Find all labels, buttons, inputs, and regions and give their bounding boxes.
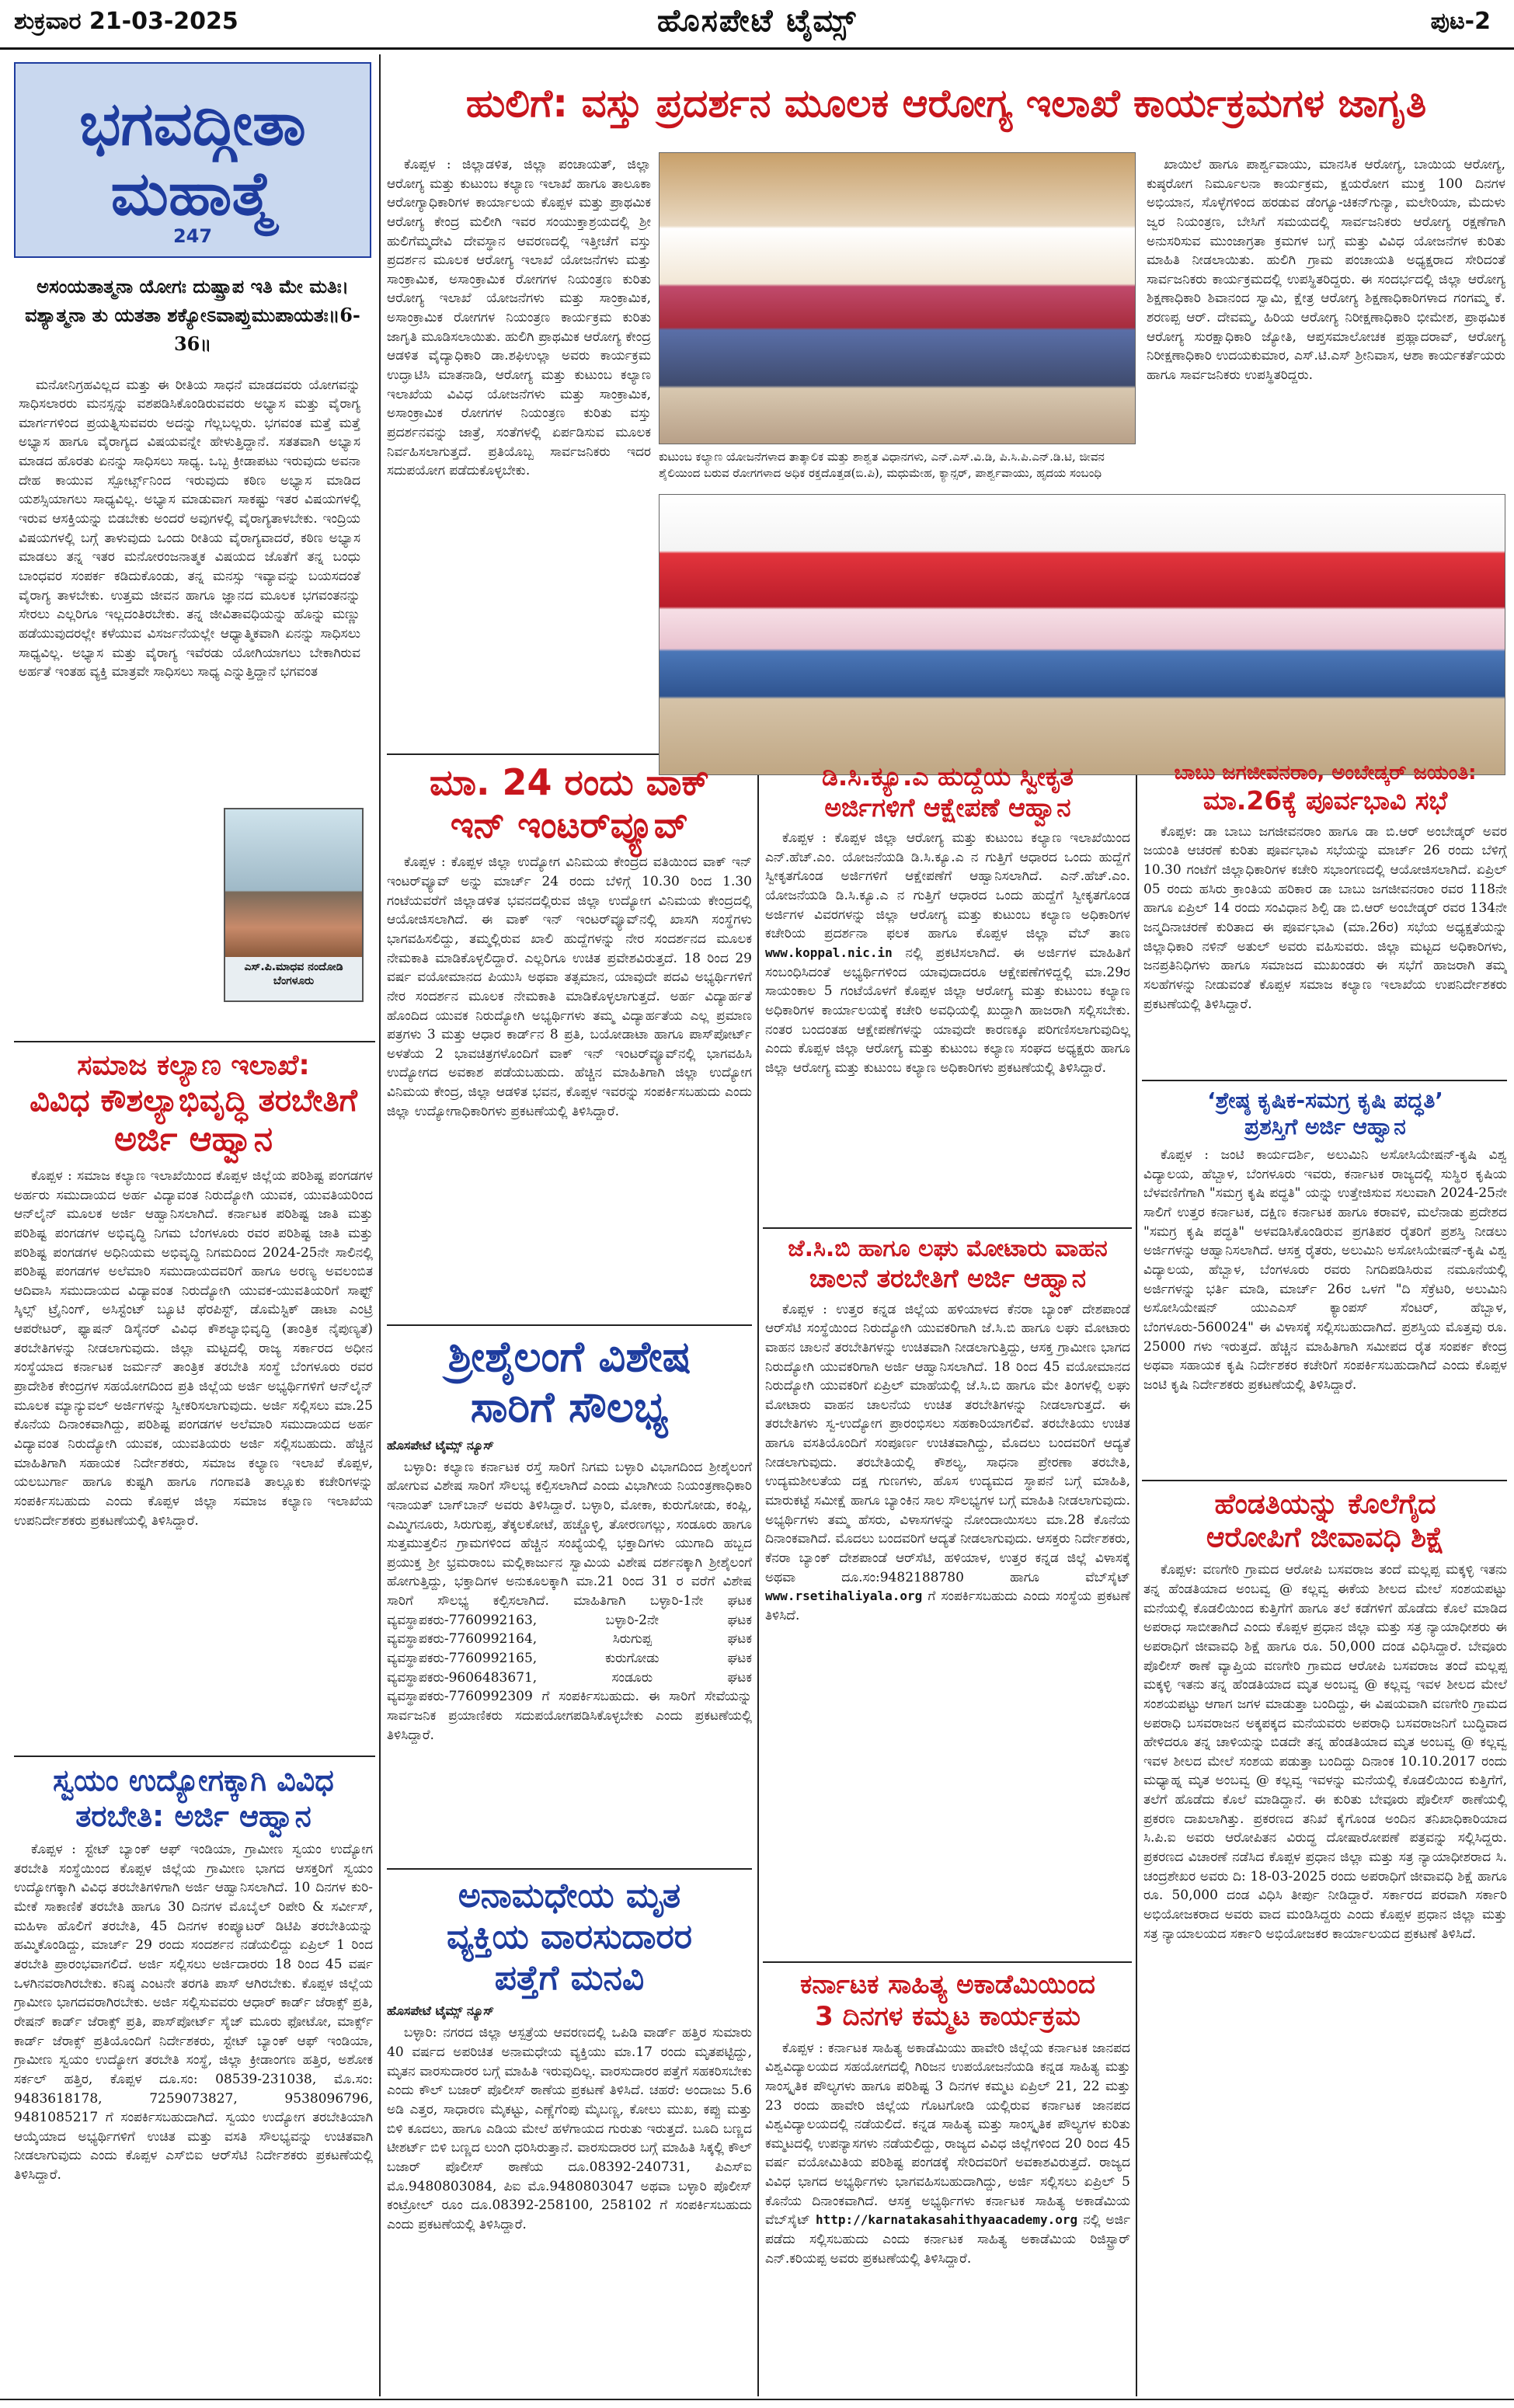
krishi-article [1143,1087,1507,1476]
swayam-title1: ಸ್ವಯಂ ಉದ್ಯೋಗಕ್ಕಾಗಿ ವಿವಿಧ [53,1763,334,1797]
sahitya-title1: ಕರ್ನಾಟಕ ಸಾಹಿತ್ಯ ಅಕಾಡೆಮಿಯಿಂದ [800,1969,1095,2000]
jcb-body-text: ಕೊಪ್ಪಳ : ಉತ್ತರ ಕನ್ನಡ ಜಿಲ್ಲೆಯ ಹಳಿಯಾಳದ ಕೆನರಾ ಬ್ಯಾಂಕ್ ದೇಶಪಾಂಡೆ ಆರ್‌ಸೆಟಿ ಸಂಸ್ಥೆಯಿಂದ ನಿರುದ್ಯೋಗಿ ಯುವಕರಿಗಾಗಿ ಜೆ.ಸಿ.ಬಿ ಹಾಗೂ ಲಘು ಮೋಟಾರು ವಾಹನ ಚಾಲನೆ ತರಬೇತಿಗಳನ್ನು ಉಚಿತವಾಗಿ ನೀಡಲಾಗುತ್ತಿದ್ದು, ಆಸಕ್ತ ಗ್ರಾಮೀಣ ಭಾಗದ ನಿರುದ್ಯೋಗಿ ಯುವಕರಿಗಾಗಿ ಅರ್ಜಿ ಆಹ್ವಾನಿಸಲಾಗಿದೆ. 18 ರಿಂದ 45 ವಯೋಮಾನದ ನಿರುದ್ಯೋಗಿ ಯುವಕರಿಗೆ ಏಪ್ರಿಲ್ ಮಾಹೆಯಲ್ಲಿ ಜೆ.ಸಿ.ಬಿ ಹಾಗೂ ಮೇ ತಿಂಗಳಲ್ಲಿ ಲಘು ಮೋಟಾರು ವಾಹನ ಚಾಲನೆಯ ಉಚಿತ ತರಬೇತಿಗಳನ್ನು ನೀಡಲಾಗುತ್ತದೆ. ಈ ತರಬೇತಿಗಳು ಸ್ವ-ಉದ್ಯೋಗ ಪ್ರಾರಂಭಿಸಲು ಸಹಕಾರಿಯಾಗಲಿವೆ. ತರಬೇತಿಯು ಉಚಿತ ಹಾಗೂ ವಸತಿಯೊಂದಿಗೆ ಸಂಪೂರ್ಣ ಉಚಿತವಾಗಿದ್ದು, ಮೊದಲು ಬಂದವರಿಗೆ ಆದ್ಯತೆ ನೀಡಲಾಗುವುದು. ತರಬೇತಿಯಲ್ಲಿ ಕೌಶಲ್ಯ, ಸಾಧನಾ ಪ್ರೇರಣಾ ತರಬೇತಿ, ಉದ್ಯಮಶೀಲತೆಯ ದಕ್ಷ ಗುಣಗಳು, ಹೊಸ ಉದ್ಯಮದ ಸ್ಥಾಪನೆ ಬಗ್ಗೆ ಮಾಹಿತಿ, ಮಾರುಕಟ್ಟೆ ಸಮೀಕ್ಷೆ ಹಾಗೂ ಬ್ಯಾಂಕಿನ ಸಾಲ ಸೌಲಭ್ಯಗಳ ಬಗ್ಗೆ ಮಾಹಿತಿ ನೀಡಲಾಗುವುದು. ಅಭ್ಯರ್ಥಿಗಳು ತಮ್ಮ ಹೆಸರು, ವಿಳಾಸಗಳನ್ನು ನೋಂದಾಯಿಸಲು ಮಾ.28 ಕೊನೆಯ ದಿನಾಂಕವಾಗಿದೆ. ಮೊದಲು ಬಂದವರಿಗೆ ಆದ್ಯತೆ ನೀಡಲಾಗುವುದು. ಆಸಕ್ತರು ನಿರ್ದೇಶಕರು, ಕೆನರಾ ಬ್ಯಾಂಕ್ ದೇಶಪಾಂಡೆ ಆರ್‌ಸೆಟಿ, ಹಳಿಯಾಳ, ಉತ್ತರ ಕನ್ನಡ ಜಿಲ್ಲೆ ವಿಳಾಸಕ್ಕೆ ಅಥವಾ ದೂ.ಸಂ:9482188780 ಹಾಗೂ ವೆಬ್‌ಸೈಟ್ [765,1301,1130,1585]
babu-body-text: ಕೊಪ್ಪಳ: ಡಾ ಬಾಬು ಜಗಜೀವನರಾಂ ಹಾಗೂ ಡಾ ಬಿ.ಆರ್ ಅಂಬೇಡ್ಕರ್ ಅವರ ಜಯಂತಿ ಆಚರಣೆ ಕುರಿತು ಪೂರ್ವಭಾವಿ ಸಭೆಯನ್ನು ಮಾರ್ಚ್ 26 ರಂದು ಬೆಳಿಗ್ಗೆ 10.30 ಗಂಟೆಗೆ ಜಿಲ್ಲಾಧಿಕಾರಿಗಳ ಕಚೇರಿ ಸಭಾಂಗಣದಲ್ಲಿ ಆಯೋಜಿಸಲಾಗಿದೆ. ಏಪ್ರಿಲ್ 05 ರಂದು ಹಸಿರು ಕ್ರಾಂತಿಯ ಹರಿಕಾರ ಡಾ ಬಾಬು ಜಗಜೀವನರಾಂ ರವರ 118ನೇ ಹಾಗೂ ಏಪ್ರಿಲ್ 14 ರಂದು ಸಂವಿಧಾನ ಶಿಲ್ಪಿ ಡಾ ಬಿ.ಆರ್ ಅಂಬೇಡ್ಕರ್ ರವರ 134ನೇ ಜನ್ಮದಿನಾಚರಣೆ ಕುರಿತಾದ ಈ ಪೂರ್ವಭಾವಿ (ಮಾ.26ರ) ಸಭೆಯ ಅಧ್ಯಕ್ಷತೆಯನ್ನು ಜಿಲ್ಲಾಧಿಕಾರಿ ನಳಿನ್ ಅತುಲ್ ಅವರು ವಹಿಸುವರು. ಜಿಲ್ಲಾ ಮಟ್ಟದ ಅಧಿಕಾರಿಗಳು, ಜನಪ್ರತಿನಿಧಿಗಳು ಹಾಗೂ ಸಮಾಜದ ಮುಖಂಡರು ಈ ಸಭೆಗೆ ಹಾಜರಾಗಿ ತಮ್ಮ ಸಲಹೆಗಳನ್ನು ನೀಡುವಂತೆ ಕೊಪ್ಪಳ ಸಮಾಜ ಕಲ್ಯಾಣ ಇಲಾಖೆಯ ಉಪನಿರ್ದೇಶಕರು ಪ್ರಕಟಣೆಯಲ್ಲಿ ತಿಳಿಸಿದ್ದಾರೆ. [1143,823,1507,1012]
walkin-title1: ಮಾ. 24 ರಂದು ವಾಕ್ [430,761,709,803]
section-rule [387,1324,752,1326]
dcqa-title1: ಡಿ.ಸಿ.ಕ್ಯೂ.ಎ ಹುದ್ದೆಯ ಸ್ವೀಕೃತ [821,761,1074,792]
srisailam-byline: ಹೊಸಪೇಟೆ ಟೈಮ್ಸ್ ನ್ಯೂಸ್ [387,1437,494,1453]
dcqa-website[interactable]: www.koppal.nic.in [765,945,893,961]
anamadheya-title2: ವ್ಯಕ್ತಿಯ ವಾರಸುದಾರರ [446,1916,692,1957]
hendati-body-text: ಕೊಪ್ಪಳ: ವಣಗೇರಿ ಗ್ರಾಮದ ಆರೋಪಿ ಬಸವರಾಜ ತಂದೆ ಮಲ್ಲಪ್ಪ ಮಕ್ಕಳ್ಳಿ ಇತನು ತನ್ನ ಹೆಂಡತಿಯಾದ ಅಂಬವ್ವ @ ಕಲ್ಲವ್ವ ಈಕೆಯ ಶೀಲದ ಮೇಲೆ ಸಂಶಯಪಟ್ಟು ಮನೆಯಲ್ಲಿ ಕೊಡಲಿಯಿಂದ ಕುತ್ತಿಗೆಗೆ ಹಾಗೂ ತಲೆ ಕಡೆಗಳಿಗೆ ಹೊಡೆದು ಕೊಲೆ ಮಾಡಿದ ಅಪರಾಧ ಸಾಬೀತಾಗಿದೆ ಎಂದು ಕೊಪ್ಪಳ ಪ್ರಧಾನ ಜಿಲ್ಲಾ ಮತ್ತು ಸತ್ರ ನ್ಯಾಯಾಧೀಶರು ಈ ಅಪರಾಧಿಗೆ ಜೀವಾವಧಿ ಶಿಕ್ಷೆ ಹಾಗೂ ರೂ. 50,000 ದಂಡ ವಿಧಿಸಿದ್ದಾರೆ. ಬೇವೂರು ಪೊಲೀಸ್ ಠಾಣೆ ವ್ಯಾಪ್ತಿಯ ವಣಗೇರಿ ಗ್ರಾಮದ ಆರೋಪಿ ಬಸವರಾಜ ತಂದೆ ಮಲ್ಲಪ್ಪ ಮಕ್ಕಳ್ಳಿ ಇತನು ತನ್ನ ಹೆಂಡತಿಯಾದ ಮೃತ ಅಂಬವ್ವ @ ಕಲ್ಲವ್ವ ಇವಳ ಶೀಲದ ಮೇಲೆ ಸಂಶಯಪಟ್ಟು ಆಗಾಗ ಜಗಳ ಮಾಡುತ್ತಾ ಬಂದಿದ್ದು, ಈ ವಿಷಯವಾಗಿ ವಣಗೇರಿ ಗ್ರಾಮದ ಅಪರಾಧಿ ಬಸವರಾಜನ ಅಕ್ಕಪಕ್ಕದ ಮನೆಯವರು ಅಪರಾಧಿ ಬಸವರಾಜನಿಗೆ ಬುದ್ಧಿವಾದ ಹೇಳಿದರೂ ತನ್ನ ಚಾಳಿಯನ್ನು ಬಿಡದೇ ತನ್ನ ಹೆಂಡತಿಯಾದ ಮೃತ ಅಂಬವ್ವ @ ಕಲ್ಲವ್ವ ಇವಳ ಶೀಲದ ಮೇಲೆ ಸಂಶಯ ಪಡುತ್ತಾ ಬಂದಿದ್ದು ದಿನಾಂಕ 10.10.2017 ರಂದು ಮಧ್ಯಾಹ್ನ ಮೃತ ಅಂಬವ್ವ @ ಕಲ್ಲವ್ವ ಇವಳನ್ನು ಮನೆಯಲ್ಲಿ ಕೊಡಲಿಯಿಂದ ಕುತ್ತಿಗೆಗೆ, ತಲೆಗೆ ಹೊಡೆದು ಕೊಲೆ ಮಾಡಿದ್ದಾನೆ. ಈ ಕುರಿತು ಬೇವೂರು ಪೊಲೀಸ್ ಠಾಣೆಯಲ್ಲಿ ಪ್ರಕರಣ ದಾಖಲಾಗಿತ್ತು. ಪ್ರಕರಣದ ತನಿಖೆ ಕೈಗೊಂಡ ಅಂದಿನ ತನಿಖಾಧಿಕಾರಿಯಾದ ಸಿ.ಪಿ.ಐ ಅವರು ಆರೋಪಿತನ ವಿರುದ್ಧ ದೋಷಾರೋಪಣೆ ಪತ್ರವನ್ನು ಸಲ್ಲಿಸಿದ್ದರು. ಪ್ರಕರಣದ ವಿಚಾರಣೆ ನಡೆಸಿದ ಕೊಪ್ಪಳ ಪ್ರಧಾನ ಜಿಲ್ಲಾ ಮತ್ತು ಸತ್ರ ನ್ಯಾಯಾಧೀಶರಾದ ಸಿ. ಚಂದ್ರಶೇಖರ ಅವರು ದಿ: 18-03-2025 ರಂದು ಅಪರಾಧಿಗೆ ಜೀವಾವಧಿ ಶಿಕ್ಷೆ ಹಾಗೂ ರೂ. 50,000 ದಂಡ ವಿಧಿಸಿ ತೀರ್ಪು ನೀಡಿದ್ದಾರೆ. ಸರ್ಕಾರದ ಪರವಾಗಿ ಸರ್ಕಾರಿ ಅಭಿಯೋಜಕರಾದ ಅವರು ವಾದ ಮಂಡಿಸಿದ್ದರು ಎಂದು ಕೊಪ್ಪಳ ಪ್ರಧಾನ ಜಿಲ್ಲಾ ಮತ್ತು ಸತ್ರ ನ್ಯಾಯಾಲಯದ ಸರ್ಕಾರಿ ಅಭಿಯೋಜಕರ ಕಾರ್ಯಾಲಯದ ಪ್ರಕಟಣೆ ತಿಳಿಸಿದೆ. [1143,1562,1507,1942]
samaja-title3: ಅರ್ಜಿ ಆಹ್ವಾನ [113,1119,273,1160]
gita-title-line2: ಮಹಾತ್ಮೆ [110,159,275,229]
dcqa-body-text: ಕೊಪ್ಪಳ : ಕೊಪ್ಪಳ ಜಿಲ್ಲಾ ಆರೋಗ್ಯ ಮತ್ತು ಕುಟುಂಬ ಕಲ್ಯಾಣ ಇಲಾಖೆಯಿಂದ ಎನ್.ಹೆಚ್.ಎಂ. ಯೋಜನೆಯಡಿ ಡಿ.ಸಿ.ಕ್ಯೂ.ಎ ನ ಗುತ್ತಿಗೆ ಆಧಾರದ ಒಂದು ಹುದ್ದೆಗೆ ಸ್ವೀಕೃತಗೊಂಡ ಅರ್ಜಿಗಳಿಗೆ ಆಕ್ಷೇಪಣೆಗೆ ಆಹ್ವಾನಿಸಲಾಗಿದೆ. ಎನ್.ಹೆಚ್.ಎಂ. ಯೋಜನೆಯಡಿ ಡಿ.ಸಿ.ಕ್ಯೂ.ಎ ನ ಗುತ್ತಿಗೆ ಆಧಾರದ ಒಂದು ಹುದ್ದೆಗೆ ಸ್ವೀಕೃತಗೊಂಡ ಅರ್ಜಿಗಳ ವಿವರಗಳನ್ನು ಜಿಲ್ಲಾ ಆರೋಗ್ಯ ಮತ್ತು ಕುಟುಂಬ ಕಲ್ಯಾಣ ಅಧಿಕಾರಿಗಳ ಕಚೇರಿಯ ಪ್ರದರ್ಶನಾ ಫಲಕ ಹಾಗೂ ಕೊಪ್ಪಳ ಜಿಲ್ಲಾ ವೆಬ್ ತಾಣ [765,830,1130,942]
masthead [0,0,1514,50]
author-city: ಬೆಂಗಳೂರು [273,975,315,988]
gita-sloka: ಅಸಂಯತಾತ್ಮನಾ ಯೋಗಃ ದುಷ್ಪ್ರಾಪ ಇತಿ ಮೇ ಮತಿಃ। ವಶ್ಯಾತ್ಮನಾ ತು ಯತತಾ ಶಕ್ಯೋಽವಾಪ್ತುಮುಪಾಯತಃ॥6-36॥ [25,275,360,356]
samaja-title2: ವಿವಿಧ ಕೌಶಲ್ಯಾಭಿವೃದ್ಧಿ ತರಬೇತಿಗೆ [30,1083,357,1119]
author-name: ಎಸ್.ಪಿ.ಮಾಧವ ನಂದೋಡಿ [244,961,343,973]
anamadheya-title3: ಪತ್ತೆಗೆ ಮನವಿ [494,1957,645,1998]
footer-rule [0,2399,1514,2400]
hendati-title2: ಆರೋಪಿಗೆ ಜೀವಾವಧಿ ಶಿಕ್ಷೆ [1206,1522,1445,1554]
sahitya-website[interactable]: http://karnatakasahithyaacademy.org [815,2212,1078,2228]
srisailam-body [387,1458,752,1745]
walkin-body-text: ಕೊಪ್ಪಳ : ಕೊಪ್ಪಳ ಜಿಲ್ಲಾ ಉದ್ಯೋಗ ವಿನಿಮಯ ಕೇಂದ್ರದ ವತಿಯಿಂದ ವಾಕ್ ಇನ್ ಇಂಟರ್‌ವ್ಯೂವ್ ಅನ್ನು ಮಾರ್ಚ್ 24 ರಂದು ಬೆಳಿಗ್ಗೆ 10.30 ರಿಂದ 1.30 ಗಂಟೆಯವರೆಗೆ ಜಿಲ್ಲಾಡಳಿತ ಭವನದಲ್ಲಿರುವ ಜಿಲ್ಲಾ ಉದ್ಯೋಗ ವಿನಿಮಯ ಕೇಂದ್ರದಲ್ಲಿ ಆಯೋಜಿಸಲಾಗಿದೆ. ಈ ವಾಕ್ ಇನ್ ಇಂಟರ್‌ವ್ಯೂವ್‌ನಲ್ಲಿ ಖಾಸಗಿ ಸಂಸ್ಥೆಗಳು ಭಾಗವಹಿಸಲಿದ್ದು, ತಮ್ಮಲ್ಲಿರುವ ಖಾಲಿ ಹುದ್ದೆಗಳನ್ನು ನೇರ ಸಂದರ್ಶನದ ಮೂಲಕ ನೇಮಕಾತಿ ಮಾಡಿಕೊಳ್ಳಲಿದ್ದಾರೆ. ಎಲ್ಲರಿಗೂ ಉಚಿತ ಪ್ರವೇಶವಿರುತ್ತದೆ. 18 ರಿಂದ 29 ವರ್ಷ ವಯೋಮಾನದ ಪಿಯುಸಿ ಅಥವಾ ತತ್ಸಮಾನ, ಯಾವುದೇ ಪದವಿ ಅಭ್ಯರ್ಥಿಗಳಿಗೆ ನೇರ ಸಂದರ್ಶನ ಮೂಲಕ ನೇಮಕಾತಿ ಮಾಡಿಕೊಳ್ಳಲಾಗುತ್ತದೆ. ಅರ್ಹ ವಿದ್ಯಾರ್ಹತೆ ಹೊಂದಿದ ಯುವಕ ನಿರುದ್ಯೋಗಿ ಅಭ್ಯರ್ಥಿಗಳು ತಮ್ಮ ವಿದ್ಯಾರ್ಹತೆಯ ಎಲ್ಲ ಪ್ರಮಾಣ ಪತ್ರಗಳು 3 ಮತ್ತು ಆಧಾರ ಕಾರ್ಡ್‌ನ 8 ಪ್ರತಿ, ಬಯೋಡಾಟಾ ಹಾಗೂ ಪಾಸ್‌ಪೋರ್ಟ್ ಅಳತೆಯ 2 ಭಾವಚಿತ್ರಗಳೊಂದಿಗೆ ವಾಕ್ ಇನ್ ಇಂಟರ್‌ವ್ಯೂವ್‌ನಲ್ಲಿ ಭಾಗವಹಿಸಿ ಉದ್ಯೋಗದ ಅವಕಾಶ ಪಡೆಯಬಹುದು. ಹೆಚ್ಚಿನ ಮಾಹಿತಿಗಾಗಿ ಜಿಲ್ಲಾ ಉದ್ಯೋಗ ವಿನಿಮಯ ಕೇಂದ್ರ, ಜಿಲ್ಲಾ ಆಡಳಿತ ಭವನ, ಕೊಪ್ಪಳ ಇವರನ್ನು ಸಂಪರ್ಕಿಸಬಹುದು ಎಂದು ಜಿಲ್ಲಾ ಉದ್ಯೋಗಾಧಿಕಾರಿಗಳು ಪ್ರಕಟಣೆಯಲ್ಲಿ ತಿಳಿಸಿದ್ದಾರೆ. [387,854,752,1119]
jcb-article [765,1235,1130,1957]
babu-body [1143,823,1507,1014]
lead-col1 [387,155,651,750]
srisailam-title1: ಶ್ರೀಶೈಲಂಗೆ ವಿಶೇಷ [447,1332,691,1381]
hendati-body [1143,1561,1507,1943]
jcb-title2: ಚಾಲನೆ ತರಬೇತಿಗೆ ಅರ್ಜಿ ಆಹ್ವಾನ [809,1263,1087,1293]
lead-col3 [1147,155,1505,489]
dcqa-body-text2: ನಲ್ಲಿ ಪ್ರಕಟಿಸಲಾಗಿದೆ. ಈ ಅರ್ಜಿಗಳ ಮಾಹಿತಿಗೆ ಸಂಬಂಧಿಸಿದಂತೆ ಅಭ್ಯರ್ಥಿಗಳಿಂದ ಯಾವುದಾದರೂ ಆಕ್ಷೇಪಣೆಗಳಿದ್ದಲ್ಲಿ ಮಾ.29ರ ಸಾಯಂಕಾಲ 5 ಗಂಟೆಯೊಳಗೆ ಕೊಪ್ಪಳ ಜಿಲ್ಲಾ ಆರೋಗ್ಯ ಮತ್ತು ಕುಟುಂಬ ಕಲ್ಯಾಣ ಅಧಿಕಾರಿಗಳ ಕಾರ್ಯಾಲಯಕ್ಕೆ ಕಚೇರಿ ಅವಧಿಯಲ್ಲಿ ಖುದ್ದಾಗಿ ಹಾಜರಾಗಿ ಸಲ್ಲಿಸಬೇಕು. ನಂತರ ಬಂದಂತಹ ಆಕ್ಷೇಪಣೆಗಳನ್ನು ಯಾವುದೇ ಕಾರಣಕ್ಕೂ ಪರಿಗಣಿಸಲಾಗುವುದಿಲ್ಲ ಎಂದು ಕೊಪ್ಪಳ ಜಿಲ್ಲಾ ಆರೋಗ್ಯ ಮತ್ತು ಕುಟುಂಬ ಕಲ್ಯಾಣ ಸಂಘದ ಅಧ್ಯಕ್ಷರು ಹಾಗೂ ಜಿಲ್ಲಾ ಆರೋಗ್ಯ ಮತ್ತು ಕುಟುಂಬ ಕಲ್ಯಾಣ ಅಧಿಕಾರಿಗಳು ಪ್ರಕಟಣೆಯಲ್ಲಿ ತಿಳಿಸಿದ್ದಾರೆ. [765,945,1130,1076]
sahitya-body [765,2039,1130,2269]
srisailam-body-text: ಬಳ್ಳಾರಿ: ಕಲ್ಯಾಣ ಕರ್ನಾಟಕ ರಸ್ತೆ ಸಾರಿಗೆ ನಿಗಮ ಬಳ್ಳಾರಿ ವಿಭಾಗದಿಂದ ಶ್ರೀಶೈಲಂಗೆ ಹೋಗುವ ವಿಶೇಷ ಸಾರಿಗೆ ಸೌಲಭ್ಯ ಕಲ್ಪಿಸಲಾಗಿದೆ ಎಂದು ವಿಭಾಗೀಯ ನಿಯಂತ್ರಣಾಧಿಕಾರಿ ಇನಾಯತ್ ಬಾಗ್‌ಬಾನ್ ಅವರು ತಿಳಿಸಿದ್ದಾರೆ. ಬಳ್ಳಾರಿ, ಮೋಕಾ, ಕುರುಗೋಡು, ಕಂಪ್ಲಿ, ಎಮ್ಮಿಗನೂರು, ಸಿರುಗುಪ್ಪ, ತೆಕ್ಕಲಕೋಟೆ, ಹಚ್ಚೊಳ್ಳಿ, ತೋರಣಗಲ್ಲು, ಸಂಡೂರು ಹಾಗೂ ಸುತ್ತಮುತ್ತಲಿನ ಗ್ರಾಮಗಳಿಂದ ಹೆಚ್ಚಿನ ಸಂಖ್ಯೆಯಲ್ಲಿ ಭಕ್ತಾದಿಗಳು ಯುಗಾದಿ ಹಬ್ಬದ ಪ್ರಯುಕ್ತ ಶ್ರೀ ಭ್ರಮರಾಂಬ ಮಲ್ಲಿಕಾರ್ಜುನ ಸ್ವಾಮಿಯ ವಿಶೇಷ ದರ್ಶನಕ್ಕಾಗಿ ಶ್ರೀಶೈಲಂಗೆ ಹೋಗುತ್ತಿದ್ದು, ಭಕ್ತಾದಿಗಳ ಅನುಕೂಲಕ್ಕಾಗಿ ಮಾ.21 ರಿಂದ 31 ರ ವರೆಗೆ ವಿಶೇಷ ಸಾರಿಗೆ ಸೌಲಭ್ಯ ಕಲ್ಪಿಸಲಾಗಿದೆ. ಮಾಹಿತಿಗಾಗಿ ಬಳ್ಳಾರಿ-1ನೇ ಘಟಕ ವ್ಯವಸ್ಥಾಪಕರು-7760992163, ಬಳ್ಳಾರಿ-2ನೇ ಘಟಕ ವ್ಯವಸ್ಥಾಪಕರು-7760992164, ಸಿರುಗುಪ್ಪ ಘಟಕ ವ್ಯವಸ್ಥಾಪಕರು-7760992165, ಕುರುಗೋಡು ಘಟಕ ವ್ಯವಸ್ಥಾಪಕರು-9606483671, ಸಂಡೂರು ಘಟಕ ವ್ಯವಸ್ಥಾಪಕರು-7760992309 ಗೆ ಸಂಪರ್ಕಿಸಬಹುದು. ಈ ಸಾರಿಗೆ ಸೇವೆಯನ್ನು ಸಾರ್ವಜನಿಕ ಪ್ರಯಾಣಿಕರು ಸದುಪಯೋಗಪಡಿಸಿಕೊಳ್ಳಬೇಕು ಎಂದು ಪ್ರಕಟಣೆಯಲ್ಲಿ ತಿಳಿಸಿದ್ದಾರೆ. [387,1459,752,1743]
gita-number: 247 [172,225,213,247]
section-rule [387,1868,752,1870]
hendati-title1: ಹೆಂಡತಿಯನ್ನು ಕೊಲೆಗೈದ [1214,1488,1436,1520]
swayam-title2: ತರಬೇತಿ: ಅರ್ಜಿ ಆಹ್ವಾನ [75,1798,312,1833]
section-rule [14,1756,375,1757]
anamadheya-byline: ಹೊಸಪೇಟೆ ಟೈಮ್ಸ್ ನ್ಯೂಸ್ [387,2003,494,2019]
sahitya-title2: 3 ದಿನಗಳ ಕಮ್ಮಟ ಕಾರ್ಯಕ್ರಮ [815,2000,1081,2032]
walkin-title2: ಇನ್ ಇಂಟರ್‌ವ್ಯೂವ್ [450,804,689,847]
gita-body-text: ಮನೋನಿಗ್ರಹವಿಲ್ಲದ ಮತ್ತು ಈ ರೀತಿಯ ಸಾಧನೆ ಮಾಡದವರು ಯೋಗವನ್ನು ಸಾಧಿಸಲಾರರು ಮನಸ್ಸನ್ನು ವಶಪಡಿಸಿಕೊಂಡಿರುವವರು ಅಭ್ಯಾಸ ಮತ್ತು ವೈರಾಗ್ಯ ಮಾರ್ಗಗಳಿಂದ ಪ್ರಯತ್ನಿಸುವವರು ಅದನ್ನು ಗೆಲ್ಲಬಲ್ಲರು. ಭಗವಂತ ಮತ್ತೆ ಮತ್ತೆ ಅಭ್ಯಾಸ ಹಾಗೂ ವೈರಾಗ್ಯದ ವಿಷಯವನ್ನೇ ಹೇಳುತ್ತಿದ್ದಾನೆ. ಸತತವಾಗಿ ಅಭ್ಯಾಸ ಮಾಡದ ಹೊರತು ಏನನ್ನು ಸಾಧಿಸಲು ಸಾಧ್ಯ. ಒಬ್ಬ ಕ್ರೀಡಾಪಟು ಇರುವುದು ಅವನಾ ದೇಹ ಕಾಯುವ ಸ್ಪೋರ್ಟ್ಸ್‌ನಿಂದ ಇರುವುದು ಕಠಿಣ ಅಭ್ಯಾಸ ಮಾಡಿದ ಯಶಸ್ಸಿಯಾಗಲು ಸಾಧ್ಯವಿಲ್ಲ. ಅಭ್ಯಾಸ ಮಾಡುವಾಗ ಸಾಕಷ್ಟು ಇತರ ವಿಷಯಗಳಲ್ಲಿ ಇರುವ ಆಸಕ್ತಿಯನ್ನು ಬಿಡಬೇಕು ಅಂದರೆ ಅವುಗಳಲ್ಲಿ ವೈರಾಗ್ಯತಾಳಬೇಕು. ಇಂದ್ರಿಯ ವಿಷಯಗಳಲ್ಲಿ ಬಗ್ಗೆ ತಾಳುವುದು ಒಂದು ರೀತಿಯ ವೈರಾಗ್ಯವಾದರೆ, ಕಠಿಣ ಅಭ್ಯಾಸ ಮಾಡಲು ತನ್ನ ಇತರ ಮನೋರಂಜನಾತ್ಮಕ ವಿಷಯದ ಜೊತೆಗೆ ತನ್ನ ಬಂಧು ಬಾಂಧವರ ಸಂಪರ್ಕ ಕಡಿದುಕೊಂಡು, ತನ್ನ ಮನಸ್ಸು ಇವ್ಯಾವನ್ನು ಬಯಸದಂತೆ ವೈರಾಗ್ಯ ತಾಳಬೇಕು. ಉತ್ತಮ ಜೀವನ ಹಾಗೂ ಜ್ಞಾನದ ಮೂಲಕ ಭಗವಂತನನ್ನು ಸೇರಲು ಎಲ್ಲರಿಗೂ ಇಲ್ಲದಂತಿರಬೇಕು. ತನ್ನ ಜೀವಿತಾವಧಿಯನ್ನು ಹೊನ್ನು ಮಣ್ಣು ಹಡೆಯುವುದರಲ್ಲೇ ಕಳೆಯುವ ವಿಸರ್ಜನೆಯಲ್ಲೇ ಆಧ್ಯಾತ್ಮಿಕವಾಗಿ ಏನನ್ನು ಸಾಧಿಸಲು ಸಾಧ್ಯವಿಲ್ಲ. ಅಭ್ಯಾಸ ಮತ್ತು ವೈರಾಗ್ಯ ಇವೆರಡು ಯೋಗಿಯಾಗಲು ಬೇಕಾಗಿರುವ ಅರ್ಹತೆ ಇಂತಹ ವ್ಯಕ್ತಿ ಮಾತ್ರವೇ ಸಾಧಿಸಲು ಸಾಧ್ಯ ಎನ್ನುತ್ತಿದ್ದಾನೆ ಭಗವಂತ [19,377,360,680]
hendati-article [1143,1488,1507,2396]
swayam-body [14,1840,373,2185]
dcqa-body [765,829,1130,1077]
krishi-body-text: ಕೊಪ್ಪಳ : ಜಂಟಿ ಕಾರ್ಯದರ್ಶಿ, ಅಲುಮಿನಿ ಅಸೋಸಿಯೇಷನ್-ಕೃಷಿ ವಿಶ್ವ ವಿದ್ಯಾಲಯ, ಹೆಬ್ಬಾಳ, ಬೆಂಗಳೂರು ಇವರು, ಕರ್ನಾಟಕ ರಾಜ್ಯದಲ್ಲಿ ಸುಸ್ಥಿರ ಕೃಷಿಯ ಬೆಳವಣಿಗೆಗಾಗಿ "ಸಮಗ್ರ ಕೃಷಿ ಪದ್ಧತಿ" ಯನ್ನು ಉತ್ತೇಜಿಸುವ ಸಲುವಾಗಿ 2024-25ನೇ ಸಾಲಿಗೆ ಉತ್ತರ ಕರ್ನಾಟಕ, ದಕ್ಷಿಣ ಕರ್ನಾಟಕ ಹಾಗೂ ಕರಾವಳಿ, ಮಲೆನಾಡು ಪ್ರದೇಶದ "ಸಮಗ್ರ ಕೃಷಿ ಪದ್ಧತಿ" ಅಳವಡಿಸಿಕೊಂಡಿರುವ ಪ್ರಗತಿಪರ ರೈತರಿಗೆ ಪ್ರಶಸ್ತಿ ನೀಡಲು ಅರ್ಜಿಗಳನ್ನು ಆಹ್ವಾನಿಸಲಾಗಿದೆ. ಆಸಕ್ತ ರೈತರು, ಅಲುಮಿನಿ ಅಸೋಸಿಯೇಷನ್-ಕೃಷಿ ವಿಶ್ವ ವಿದ್ಯಾಲಯ, ಹೆಬ್ಬಾಳ, ಬೆಂಗಳೂರು ರವರು ನಿಗದಿಪಡಿಸಿರುವ ನಮೂನೆಯಲ್ಲಿ ಅರ್ಜಿಗಳನ್ನು ಭರ್ತಿ ಮಾಡಿ, ಮಾರ್ಚ್ 26ರ ಒಳಗೆ "ದಿ ಸೆಕ್ರೆಟರಿ, ಅಲುಮಿನಿ ಅಸೋಸಿಯೇಷನ್ ಯುಎಎಸ್ ಕ್ಯಾಂಪಸ್ ಸೆಂಟರ್, ಹೆಬ್ಬಾಳ, ಬೆಂಗಳೂರು-560024" ಈ ವಿಳಾಸಕ್ಕೆ ಸಲ್ಲಿಸಬಹುದಾಗಿದೆ. ಪ್ರಶಸ್ತಿಯ ಮೊತ್ತವು ರೂ. 25000 ಗಳು ಇರುತ್ತದೆ. ಹೆಚ್ಚಿನ ಮಾಹಿತಿಗಾಗಿ ಸಮೀಪದ ರೈತ ಸಂಪರ್ಕ ಕೇಂದ್ರ ಅಥವಾ ಸಹಾಯಕ ಕೃಷಿ ನಿರ್ದೇಶಕರ ಕಚೇರಿಗೆ ಸಂಪರ್ಕಿಸಬಹುದಾಗಿದೆ ಎಂದು ಕೊಪ್ಪಳ ಜಂಟಿ ಕೃಷಿ ನಿರ್ದೇಶಕರು ಪ್ರಕಟಣೆಯಲ್ಲಿ ತಿಳಿಸಿದ್ದಾರೆ. [1143,1147,1507,1393]
anamadheya-body [387,2023,752,2234]
sahitya-article [765,1969,1130,2396]
lead-photo-exhibition-stall [659,152,1136,444]
section-rule [1142,1480,1507,1481]
anamadheya-title1: ಅನಾಮಧೇಯ ಮೃತ [458,1876,681,1916]
author-portrait [225,809,362,957]
babu-article [1143,761,1507,1076]
sahitya-body-text2: ನಲ್ಲಿ ಅರ್ಜಿ ಪಡೆದು ಸಲ್ಲಿಸಬಹುದು ಎಂದು ಕರ್ನಾಟಕ ಸಾಹಿತ್ಯ ಅಕಾಡೆಮಿಯ ರಿಜಿಸ್ಟ್ರಾರ್ ಎನ್.ಕರಿಯಪ್ಪ ಅವರು ಪ್ರಕಟಣೆಯಲ್ಲಿ ತಿಳಿಸಿದ್ದಾರೆ. [765,2212,1130,2267]
anamadheya-article [387,1876,752,2396]
krishi-title2: ಪ್ರಶಸ್ತಿಗೆ ಅರ್ಜಿ ಆಹ್ವಾನ [1244,1113,1406,1140]
author-photo [224,808,364,1002]
page-number: ಪುಟ-2 [1430,8,1491,35]
dcqa-title2: ಅರ್ಜಿಗಳಿಗೆ ಆಕ್ಷೇಪಣೆ ಆಹ್ವಾನ [824,792,1071,823]
babu-title1: ಬಾಬು ಜಗಜೀವನರಾಂ, ಅಂಬೇಡ್ಕರ್ ಜಯಂತಿ: [1174,761,1477,785]
section-rule [763,1227,1132,1229]
newspaper-name: ಹೊಸಪೇಟೆ ಟೈಮ್ಸ್ [656,3,858,39]
srisailam-title2: ಸಾರಿಗೆ ಸೌಲಭ್ಯ [470,1382,669,1432]
dcqa-article [765,761,1130,1223]
lead-headline: ಹುಲಿಗೆ: ವಸ್ತು ಪ್ರದರ್ಶನ ಮೂಲಕ ಆರೋಗ್ಯ ಇಲಾಖೆ ಕಾರ್ಯಕ್ರಮಗಳ ಜಾಗೃತಿ [465,81,1427,126]
krishi-title1: ‘ಶ್ರೇಷ್ಠ ಕೃಷಿಕ-ಸಮಗ್ರ ಕೃಷಿ ಪದ್ಧತಿ’ [1207,1087,1443,1113]
author-caption [225,957,362,991]
section-rule [14,1041,375,1042]
lead-col1-text: ಕೊಪ್ಪಳ : ಜಿಲ್ಲಾಡಳಿತ, ಜಿಲ್ಲಾ ಪಂಚಾಯತ್, ಜಿಲ್ಲಾ ಆರೋಗ್ಯ ಮತ್ತು ಕುಟುಂಬ ಕಲ್ಯಾಣ ಇಲಾಖೆ ಹಾಗೂ ತಾಲೂಕಾ ಆರೋಗ್ಯಾಧಿಕಾರಿಗಳ ಕಾರ್ಯಾಲಯ ಕೊಪ್ಪಳ ಮತ್ತು ಪ್ರಾಥಮಿಕ ಆರೋಗ್ಯ ಕೇಂದ್ರ ಮಲೀಗಿ ಇವರ ಸಂಯುಕ್ತಾಶ್ರಯದಲ್ಲಿ ಶ್ರೀ ಹುಲಿಗೆಮ್ಮದೇವಿ ದೇವಸ್ಥಾನ ಆವರಣದಲ್ಲಿ ಇತ್ತೀಚೆಗೆ ವಸ್ತು ಪ್ರದರ್ಶನ ಮೂಲಕ ಆರೋಗ್ಯ ಇಲಾಖೆ ಯೋಜನೆಗಳು ಮತ್ತು ಸಾಂಕ್ರಾಮಿಕ, ಅಸಾಂಕ್ರಾಮಿಕ ರೋಗಗಳ ನಿಯಂತ್ರಣ ಕುರಿತು ಆರೋಗ್ಯ ಇಲಾಖೆ ಯೋಜನೆಗಳು ಮತ್ತು ಸಾಂಕ್ರಾಮಿಕ, ಅಸಾಂಕ್ರಾಮಿಕ ರೋಗಗಳ ನಿಯಂತ್ರಣ ಕಾರ್ಯಕ್ರಮ ಕುರಿತು ಜಾಗೃತಿ ಮೂಡಿಸಲಾಯಿತು. ಹುಲಿಗಿ ಪ್ರಾಥಮಿಕ ಆರೋಗ್ಯ ಕೇಂದ್ರ ಆಡಳಿತ ವೈದ್ಯಾಧಿಕಾರಿ ಡಾ.ಶಫಿಉಲ್ಲಾ ಅವರು ಕಾರ್ಯಕ್ರಮ ಉದ್ಘಾಟಿಸಿ ಮಾತನಾಡಿ, ಆರೋಗ್ಯ ಮತ್ತು ಕುಟುಂಬ ಕಲ್ಯಾಣ ಇಲಾಖೆಯ ವಿವಿಧ ಯೋಜನೆಗಳು ಮತ್ತು ಸಾಂಕ್ರಾಮಿಕ, ಅಸಾಂಕ್ರಾಮಿಕ ರೋಗಗಳ ನಿಯಂತ್ರಣ ಕುರಿತು ವಸ್ತು ಪ್ರದರ್ಶನವನ್ನು ಜಾತ್ರೆ, ಸಂತೆಗಳಲ್ಲಿ ಏರ್ಪಡಿಸುವ ಮೂಲಕ ನಿರ್ವಹಿಸಲಾಗುತ್ತದೆ. ಪ್ರತಿಯೊಬ್ಬ ಸಾರ್ವಜನಿಕರು ಇದರ ಸದುಪಯೋಗ ಪಡೆದುಕೊಳ್ಳಬೇಕು. [387,157,651,479]
jcb-title1: ಜೆ.ಸಿ.ಬಿ ಹಾಗೂ ಲಘು ಮೋಟಾರು ವಾಹನ [788,1235,1108,1262]
srisailam-article [387,1332,752,1864]
column-rule [757,757,759,2396]
walkin-article [387,761,752,1321]
jcb-body [765,1300,1130,1626]
gita-title-line1: ಭಗವದ್ಗೀತಾ [79,89,306,160]
section-rule [1142,1080,1507,1081]
samaja-body-text: ಕೊಪ್ಪಳ : ಸಮಾಜ ಕಲ್ಯಾಣ ಇಲಾಖೆಯಿಂದ ಕೊಪ್ಪಳ ಜಿಲ್ಲೆಯ ಪರಿಶಿಷ್ಟ ಪಂಗಡಗಳ ಅರ್ಹರು ಸಮುದಾಯದ ಅರ್ಹ ವಿದ್ಯಾವಂತ ನಿರುದ್ಯೋಗಿ ಯುವಕ, ಯುವತಿಯರಿಂದ ಆನ್‌ಲೈನ್ ಮೂಲಕ ಅರ್ಜಿ ಆಹ್ವಾನಿಸಲಾಗಿದೆ. ಕರ್ನಾಟಕ ಪರಿಶಿಷ್ಟ ಜಾತಿ ಮತ್ತು ಪರಿಶಿಷ್ಟ ಪಂಗಡಗಳ ಅಭಿವೃದ್ಧಿ ನಿಗಮ ಬೆಂಗಳೂರು ರವರ ಪರಿಶಿಷ್ಟ ಜಾತಿ ಮತ್ತು ಪರಿಶಿಷ್ಟ ಪಂಗಡಗಳ ಅಧಿನಿಯಮ ಅಭಿವೃದ್ಧಿ ನಿಗಮದಿಂದ 2024-25ನೇ ಸಾಲಿನಲ್ಲಿ ಪರಿಶಿಷ್ಟ ಪಂಗಡಗಳ ಅಲೆಮಾರಿ ಸಮುದಾಯದವರಿಗೆ ಹಾಗೂ ಅರಣ್ಯ ಅವಲಂಬಿತ ಆದಿವಾಸಿ ಸಮುದಾಯದ ವಿದ್ಯಾವಂತ ನಿರುದ್ಯೋಗಿ ಯುವಕ-ಯುವತಿಯರಿಗೆ ಸಾಫ್ಟ್ ಸ್ಕಿಲ್ಸ್ ಟ್ರೈನಿಂಗ್, ಅಸಿಸ್ಟೆಂಟ್ ಬ್ಯೂಟಿ ಥೆರಪಿಸ್ಟ್, ಡೊಮೆಸ್ಟಿಕ್ ಡಾಟಾ ಎಂಟ್ರಿ ಆಪರೇಟರ್, ಫ್ಯಾಷನ್ ಡಿಸೈನರ್ ವಿವಿಧ ಕೌಶಲ್ಯಾಭಿವೃದ್ಧಿ (ತಾಂತ್ರಿಕ ನೈಪುಣ್ಯತೆ) ತರಬೇತಿಗಳನ್ನು ನೀಡಲಾಗುವುದು. ಜಿಲ್ಲಾ ಮಟ್ಟದಲ್ಲಿ ರಾಜ್ಯ ಸರ್ಕಾರದ ಅಧೀನ ಸಂಸ್ಥೆಯಾದ ಕರ್ನಾಟಕ ಜರ್ಮನ್ ತಾಂತ್ರಿಕ ತರಬೇತಿ ಸಂಸ್ಥೆ ಬೆಂಗಳೂರು ರವರ ಪ್ರಾದೇಶಿಕ ಕೇಂದ್ರಗಳ ಸಹಯೋಗದಿಂದ ಪ್ರತಿ ಜಿಲ್ಲೆಯ ಅರ್ಜಿ ಅಭ್ಯರ್ಥಿಗಳಿಗೆ ಆನ್‌ಲೈನ್ ಮೂಲಕ ಮ್ಯಾನ್ಯುವಲ್ ಅರ್ಜಿಗಳನ್ನು ಸ್ವೀಕರಿಸಲಾಗುವುದು. ಅರ್ಜಿ ಸಲ್ಲಿಸಲು ಮಾ.25 ಕೊನೆಯ ದಿನಾಂಕವಾಗಿದ್ದು, ಪರಿಶಿಷ್ಟ ಪಂಗಡಗಳ ಅಲೆಮಾರಿ ಸಮುದಾಯದ ಅರ್ಹ ವಿದ್ಯಾವಂತ ನಿರುದ್ಯೋಗಿ ಯುವಕ, ಯುವತಿಯರು ಅರ್ಜಿ ಸಲ್ಲಿಸಬಹುದು. ಹೆಚ್ಚಿನ ಮಾಹಿತಿಗಾಗಿ ಸಹಾಯಕ ನಿರ್ದೇಶಕರು, ಸಮಾಜ ಕಲ್ಯಾಣ ಇಲಾಖೆ ಕೊಪ್ಪಳ, ಯಲಬುರ್ಗಾ ಹಾಗೂ ಕುಷ್ಟಗಿ ಹಾಗೂ ಗಂಗಾವತಿ ತಾಲ್ಲೂಕು ಕಚೇರಿಗಳನ್ನು ಸಂಪರ್ಕಿಸಬಹುದು ಎಂದು ಕೊಪ್ಪಳ ಜಿಲ್ಲಾ ಸಮಾಜ ಕಲ್ಯಾಣ ಇಲಾಖೆಯ ಉಪನಿರ್ದೇಶಕರು ಪ್ರಕಟಣೆಯಲ್ಲಿ ತಿಳಿಸಿದ್ದಾರೆ. [14,1167,373,1529]
swayam-body-text: ಕೊಪ್ಪಳ : ಸ್ಟೇಟ್ ಬ್ಯಾಂಕ್ ಆಫ್ ಇಂಡಿಯಾ, ಗ್ರಾಮೀಣ ಸ್ವಯಂ ಉದ್ಯೋಗ ತರಬೇತಿ ಸಂಸ್ಥೆಯಿಂದ ಕೊಪ್ಪಳ ಜಿಲ್ಲೆಯ ಗ್ರಾಮೀಣ ಭಾಗದ ಆಸಕ್ತರಿಗೆ ಸ್ವಯಂ ಉದ್ಯೋಗಕ್ಕಾಗಿ ವಿವಿಧ ತರಬೇತಿಗಳಿಗಾಗಿ ಅರ್ಜಿ ಆಹ್ವಾನಿಸಲಾಗಿದೆ. 10 ದಿನಗಳ ಕುರಿ-ಮೇಕೆ ಸಾಕಾಣಿಕೆ ತರಬೇತಿ ಹಾಗೂ 30 ದಿನಗಳ ಮೊಬೈಲ್ ರಿಪೇರಿ & ಸರ್ವೀಸ್, ಮಹಿಳಾ ಹೊಲಿಗೆ ತರಬೇತಿ, 45 ದಿನಗಳ ಕಂಪ್ಯೂಟರ್ ಡಿಟಿಪಿ ತರಬೇತಿಯನ್ನು ಹಮ್ಮಿಕೊಂಡಿದ್ದು, ಮಾರ್ಚ್ 29 ರಂದು ಸಂದರ್ಶನ ನಡೆಯಲಿದ್ದು ಏಪ್ರಿಲ್ 1 ರಿಂದ ತರಬೇತಿ ಪ್ರಾರಂಭವಾಗಲಿದೆ. ಅರ್ಜಿ ಸಲ್ಲಿಸಲು ಅರ್ಜಿದಾರರು 18 ರಿಂದ 45 ವರ್ಷ ಒಳಗಿನವರಾಗಿರಬೇಕು. ಕನಿಷ್ಠ ಎಂಟನೇ ತರಗತಿ ಪಾಸ್ ಆಗಿರಬೇಕು. ಕೊಪ್ಪಳ ಜಿಲ್ಲೆಯ ಗ್ರಾಮೀಣ ಭಾಗದವರಾಗಿರಬೇಕು. ಅರ್ಜಿ ಸಲ್ಲಿಸುವವರು ಆಧಾರ್ ಕಾರ್ಡ್ ಜೆರಾಕ್ಸ್ ಪ್ರತಿ, ರೇಷನ್ ಕಾರ್ಡ್ ಜೆರಾಕ್ಸ್ ಪ್ರತಿ, ಪಾಸ್‌ಪೋರ್ಟ್ ಸೈಜ್ ಮೂರು ಫೋಟೋ, ಮಾರ್ಕ್ಸ್ ಕಾರ್ಡ್ ಜೆರಾಕ್ಸ್ ಪ್ರತಿಯೊಂದಿಗೆ ನಿರ್ದೇಶಕರು, ಸ್ಟೇಟ್ ಬ್ಯಾಂಕ್ ಆಫ್ ಇಂಡಿಯಾ, ಗ್ರಾಮೀಣ ಸ್ವಯಂ ಉದ್ಯೋಗ ತರಬೇತಿ ಸಂಸ್ಥೆ, ಜಿಲ್ಲಾ ಕ್ರೀಡಾಂಗಣ ಹತ್ತಿರ, ಅಶೋಕ ಸರ್ಕಲ್ ಹತ್ತಿರ, ಕೊಪ್ಪಳ ದೂ.ಸಂ: 08539-231038, ಮೊ.ಸಂ: 9483618178, 7259073827, 9538096796, 9481085217 ಗೆ ಸಂಪರ್ಕಿಸಬಹುದಾಗಿದೆ. ಸ್ವಯಂ ಉದ್ಯೋಗ ತರಬೇತಿಯಾಗಿ ಆಯ್ಕೆಯಾದ ಅಭ್ಯರ್ಥಿಗಳಿಗೆ ಉಚಿತ ಮತ್ತು ವಸತಿ ಸೌಲಭ್ಯವನ್ನು ಉಚಿತವಾಗಿ ನೀಡಲಾಗುವುದು ಎಂದು ಕೊಪ್ಪಳ ಎಸ್‌ಬಿಐ ಆರ್‌ಸೆಟಿ ನಿರ್ದೇಶಕರು ಪ್ರಕಟಣೆಯಲ್ಲಿ ತಿಳಿಸಿದ್ದಾರೆ. [14,1842,373,2184]
jcb-body-text2: ಗೆ ಸಂಪರ್ಕಿಸಬಹುದು ಎಂದು ಸಂಸ್ಥೆಯ ಪ್ರಕಟಣೆ ತಿಳಿಸಿದೆ. [765,1589,1130,1623]
samaja-title1: ಸಮಾಜ ಕಲ್ಯಾಣ ಇಲಾಖೆ: [77,1049,310,1081]
walkin-body [387,853,752,1121]
samaja-body [14,1167,373,1530]
sahitya-body-text: ಕೊಪ್ಪಳ : ಕರ್ನಾಟಕ ಸಾಹಿತ್ಯ ಅಕಾಡೆಮಿಯು ಹಾವೇರಿ ಜಿಲ್ಲೆಯ ಕರ್ನಾಟಕ ಜಾನಪದ ವಿಶ್ವವಿದ್ಯಾಲಯದ ಸಹಯೋಗದಲ್ಲಿ ಗಿರಿಜನ ಉಪಯೋಜನೆಯಡಿ ಕನ್ನಡ ಸಾಹಿತ್ಯ ಮತ್ತು ಸಾಂಸ್ಕೃತಿಕ ಪೌಲ್ಯಗಳು ಹಾಗೂ ಪರಿಶಿಷ್ಟ 3 ದಿನಗಳ ಕಮ್ಮಟ ಏಪ್ರಿಲ್ 21, 22 ಮತ್ತು 23 ರಂದು ಹಾವೇರಿ ಜಿಲ್ಲೆಯ ಗೊಟಗೋಡಿ ಯಲ್ಲಿರುವ ಕರ್ನಾಟಕ ಜಾನಪದ ವಿಶ್ವವಿದ್ಯಾಲಯದಲ್ಲಿ ನಡೆಯಲಿದೆ. ಕನ್ನಡ ಸಾಹಿತ್ಯ ಮತ್ತು ಸಾಂಸ್ಕೃತಿಕ ಪೌಲ್ಯಗಳ ಕುರಿತು ಕಮ್ಮಟದಲ್ಲಿ ಉಪನ್ಯಾಸಗಳು ನಡೆಯಲಿದ್ದು, ರಾಜ್ಯದ ವಿವಿಧ ಜಿಲ್ಲೆಗಳಿಂದ 20 ರಿಂದ 45 ವರ್ಷ ವಯೋಮಿತಿಯ ಪರಿಶಿಷ್ಟ ಪಂಗಡಕ್ಕೆ ಸೇರಿದವರಿಗೆ ಅವಕಾಶವಿರುತ್ತದೆ. ರಾಜ್ಯದ ವಿವಿಧ ಭಾಗದ ಅಭ್ಯರ್ಥಿಗಳು ಭಾಗವಹಿಸಬಹುದಾಗಿದ್ದು, ಅರ್ಜಿ ಸಲ್ಲಿಸಲು ಏಪ್ರಿಲ್ 5 ಕೊನೆಯ ದಿನಾಂಕವಾಗಿದೆ. ಆಸಕ್ತ ಅಭ್ಯರ್ಥಿಗಳು ಕರ್ನಾಟಕ ಸಾಹಿತ್ಯ ಅಕಾಡೆಮಿಯ ವೆಬ್‌ಸೈಟ್ [765,2040,1130,2229]
lead-photo-exhibition-hall [659,494,1505,775]
issue-date: ಶುಕ್ರವಾರ 21-03-2025 [14,8,238,35]
anamadheya-body-text: ಬಳ್ಳಾರಿ: ನಗರದ ಜಿಲ್ಲಾ ಆಸ್ಪತ್ರೆಯ ಆವರಣದಲ್ಲಿ ಒಪಿಡಿ ವಾರ್ಡ್ ಹತ್ತಿರ ಸುಮಾರು 40 ವರ್ಷದ ಅಪರಿಚಿತ ಅನಾಮಧೇಯ ವ್ಯಕ್ತಿಯು ಮಾ.17 ರಂದು ಮೃತಪಟ್ಟಿದ್ದು, ಮೃತನ ವಾರಸುದಾರರ ಬಗ್ಗೆ ಮಾಹಿತಿ ಇರುವುದಿಲ್ಲ. ವಾರಸುದಾರರ ಪತ್ತೆಗೆ ಸಹಕರಿಸಬೇಕು ಎಂದು ಕೌಲ್ ಬಜಾರ್ ಪೊಲೀಸ್ ಠಾಣೆಯ ಪ್ರಕಟಣೆ ತಿಳಿಸಿದೆ. ಚಹರೆ: ಅಂದಾಜು 5.6 ಅಡಿ ಎತ್ತರ, ಸಾಧಾರಣ ಮೈಕಟ್ಟು, ಎಣ್ಣೆಗೆಂಪು ಮೈಬಣ್ಣ, ಕೋಲು ಮುಖ, ಕಪ್ಪು ಮತ್ತು ಬಿಳಿ ಕೂದಲು, ಹಾಗೂ ಎಡಿಯ ಮೇಲೆ ಹಳೆಗಾಯದ ಗುರುತು ಇರುತ್ತದೆ. ಬೂದಿ ಬಣ್ಣದ ಟೀಶರ್ಟ್ ಬಿಳಿ ಬಣ್ಣದ ಲುಂಗಿ ಧರಿಸಿರುತ್ತಾನೆ. ವಾರಸುದಾರರ ಬಗ್ಗೆ ಮಾಹಿತಿ ಸಿಕ್ಕಲ್ಲಿ ಕೌಲ್ ಬಜಾರ್ ಪೊಲೀಸ್ ಠಾಣೆಯ ದೂ.08392-240731, ಪಿಎಸ್‌ಐ ಮೊ.9480803084, ಪಿಐ ಮೊ.9480803047 ಅಥವಾ ಬಳ್ಳಾರಿ ಪೊಲೀಸ್ ಕಂಟ್ರೋಲ್ ರೂಂ ದೂ.08392-258100, 258102 ಗೆ ಸಂಪರ್ಕಿಸಬಹುದು ಎಂದು ಪ್ರಕಟಣೆಯಲ್ಲಿ ತಿಳಿಸಿದ್ದಾರೆ. [387,2025,752,2232]
section-rule [763,1961,1132,1963]
column-rule [379,54,381,2396]
krishi-body [1143,1146,1507,1394]
jcb-website[interactable]: www.rsetihaliyala.org [765,1589,923,1604]
lead-col3-text: ಖಾಯಿಲೆ ಹಾಗೂ ಪಾರ್ಶ್ವವಾಯು, ಮಾನಸಿಕ ಆರೋಗ್ಯ, ಬಾಯಿಯ ಆರೋಗ್ಯ, ಕುಷ್ಠರೋಗ ನಿರ್ಮೂಲನಾ ಕಾರ್ಯಕ್ರಮ, ಕ್ಷಯರೋಗ ಮುಕ್ತ 100 ದಿನಗಳ ಅಭಿಯಾನ, ಸೊಳ್ಳೆಗಳಿಂದ ಹರಡುವ ಡೆಂಗ್ಯೂ-ಚಿಕನ್‌ಗುನ್ಯಾ, ಮಲೇರಿಯಾ, ಮೆದುಳು ಜ್ವರ ನಿಯಂತ್ರಣ, ಬೇಸಿಗೆ ಸಮಯದಲ್ಲಿ ಸಾರ್ವಜನಿಕರು ಆರೋಗ್ಯ ರಕ್ಷಣೆಗಾಗಿ ಅನುಸರಿಸುವ ಮುಂಜಾಗ್ರತಾ ಕ್ರಮಗಳ ಬಗ್ಗೆ ಮತ್ತು ವಿವಿಧ ಯೋಜನೆಗಳ ಕುರಿತು ಮಾಹಿತಿ ನೀಡಲಾಯಿತು. ಹುಲಿಗಿ ಗ್ರಾಮ ಪಂಚಾಯತಿ ಅಧ್ಯಕ್ಷರಾದ ಸೇರಿದಂತೆ ಸಾರ್ವಜನಿಕರು ಕಾರ್ಯಕ್ರಮದಲ್ಲಿ ಉಪಸ್ಥಿತರಿದ್ದರು. ಈ ಸಂದರ್ಭದಲ್ಲಿ ಜಿಲ್ಲಾ ಆರೋಗ್ಯ ಶಿಕ್ಷಣಾಧಿಕಾರಿ ಶಿವಾನಂದ ಸ್ವಾಮಿ, ಕ್ಷೇತ್ರ ಆರೋಗ್ಯ ಶಿಕ್ಷಣಾಧಿಕಾರಿಗಳಾದ ಗಂಗಮ್ಮ ಕೆ. ಶರಣಪ್ಪ ಆರ್. ದೇವಮ್ಮ, ಹಿರಿಯ ಆರೋಗ್ಯ ನಿರೀಕ್ಷಣಾಧಿಕಾರಿ ಭೀಮೇಶ, ಪ್ರಾಥಮಿಕ ಆರೋಗ್ಯ ಸುರಕ್ಷಾಧಿಕಾರಿ ಜ್ಯೋತಿ, ಆಪ್ತಸಮಾಲೋಚಕ ಪ್ರಹ್ಲಾದರಾವ್, ಆರೋಗ್ಯ ನಿರೀಕ್ಷಣಾಧಿಕಾರಿ ಉದಯಕುಮಾರ, ಎಸ್.ಟಿ.ಎಸ್ ಶ್ರೀನಿವಾಸ, ಆಶಾ ಕಾರ್ಯಕರ್ತೆಯರು ಹಾಗೂ ಸಾರ್ವಜನಿಕರು ಉಪಸ್ಥಿತರಿದ್ದರು. [1147,157,1505,384]
lead-photo-caption: ಕುಟುಂಬ ಕಲ್ಯಾಣ ಯೋಜನೆಗಳಾದ ತಾತ್ಕಾಲಿಕ ಮತ್ತು ಶಾಶ್ವತ ವಿಧಾನಗಳು, ಎನ್.ಎಸ್.ವಿ.ಡಿ, ಪಿ.ಸಿ.ಪಿ.ಎನ್.ಡಿ.ಟಿ, ಜೀವನ ಶೈಲಿಯಿಂದ ಬರುವ ರೋಗಗಳಾದ ಅಧಿಕ ರಕ್ತದೊತ್ತಡ(ಬಿ.ಪಿ), ಮಧುಮೇಹ, ಕ್ಯಾನ್ಸರ್, ಪಾರ್ಶ್ವವಾಯು, ಹೃದಯ ಸಂಬಂಧಿ [659,450,1105,480]
gita-column [14,62,371,1033]
swayam-article [14,1763,373,2396]
column-rule [1136,757,1137,2396]
babu-title2: ಮಾ.26ಕ್ಕೆ ಪೂರ್ವಭಾವಿ ಸಭೆ [1202,785,1448,816]
gita-body [19,376,360,858]
samaja-article [14,1049,373,1748]
